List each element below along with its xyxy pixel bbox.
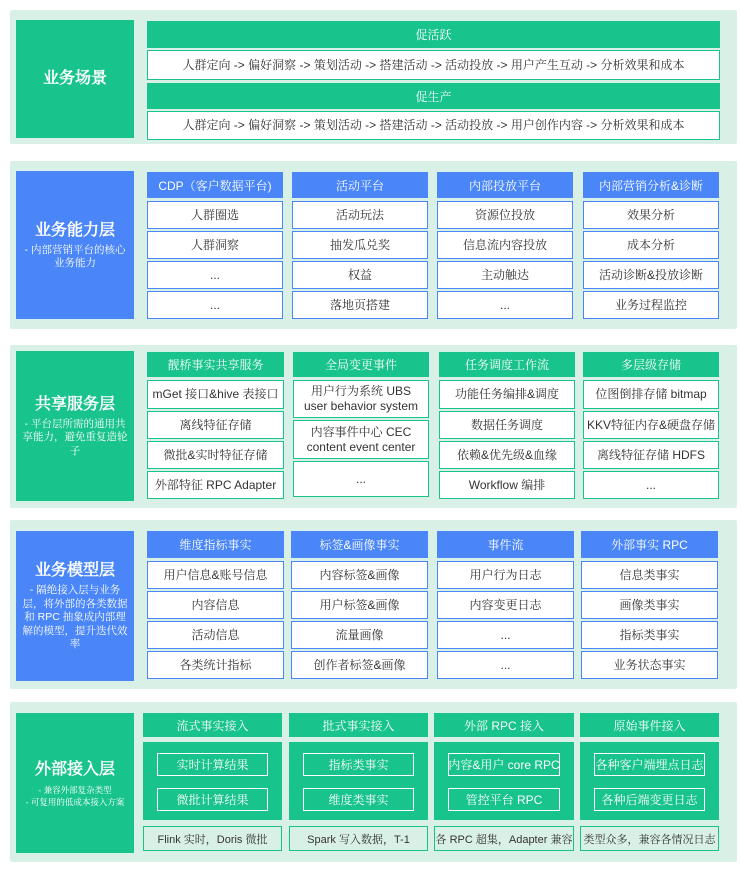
access-col-4-footer: 类型众多，兼容各情况日志 [580,826,719,851]
capability-col-1-item: 人群洞察 [147,231,283,259]
capability-label [16,171,134,319]
model-col-3-item: ... [437,651,574,679]
model-col-4-item: 画像类事实 [581,591,718,619]
model-col-4-item: 业务状态事实 [581,651,718,679]
shared-desc: - 平台层所需的通用共享能力，避免重复造轮子 [22,417,128,457]
access-title: 外部接入层 [34,760,115,778]
access-col-2-item: 指标类事实 [303,753,414,776]
shared-col-1-item: mGet 接口&hive 表接口 [147,380,284,409]
capability-col-2-item: 落地页搭建 [292,291,428,319]
model-col-1-header: 维度指标事实 [147,531,284,558]
access-desc-1: - 兼容外部复杂类型 [38,784,112,795]
capability-col-4-item: 业务过程监控 [583,291,719,319]
shared-col-3-item: 数据任务调度 [439,411,575,439]
shared-label [16,351,134,501]
shared-col-2-item: 用户行为系统 UBS user behavior system [293,380,429,418]
access-col-2-item: 维度类事实 [303,788,414,811]
access-col-1-item: 实时计算结果 [157,753,268,776]
capability-col-4-item: 活动诊断&投放诊断 [583,261,719,289]
shared-col-1-item: 外部特征 RPC Adapter [147,471,284,499]
access-col-3-footer: 各 RPC 超集，Adapter 兼容 [434,826,574,851]
shared-col-4-item: ... [583,471,719,499]
shared-col-3-item: 功能任务编排&调度 [439,380,575,409]
shared-col-3-header: 任务调度工作流 [439,352,575,377]
capability-col-1-item: ... [147,261,283,289]
scene-title: 业务场景 [42,70,107,87]
access-col-1-header: 流式事实接入 [143,713,282,737]
access-col-4-item: 各种客户端埋点日志 [594,753,705,776]
shared-col-4-header: 多层级存储 [583,352,719,377]
scene-row-1-flow: 人群定向 -> 偏好洞察 -> 策划活动 -> 搭建活动 -> 活动投放 -> 用户产生互动 -> 分析效果和成本 [147,50,720,80]
model-col-3-item: 内容变更日志 [437,591,574,619]
capability-col-3-item: 主动触达 [437,261,573,289]
model-col-2-item: 流量画像 [291,621,428,649]
model-col-4-header: 外部事实 RPC [581,531,718,558]
access-label [16,713,134,853]
shared-col-2-header: 全局变更事件 [293,352,429,377]
capability-col-3-item: ... [437,291,573,319]
capability-col-2-header: 活动平台 [292,172,428,198]
shared-title: 共享服务层 [34,395,115,413]
model-col-1-item: 用户信息&账号信息 [147,561,284,589]
model-title: 业务模型层 [34,562,115,580]
model-col-4-item: 信息类事实 [581,561,718,589]
capability-col-1-item: 人群圈选 [147,201,283,229]
capability-col-3-item: 信息流内容投放 [437,231,573,259]
model-col-2-item: 用户标签&画像 [291,591,428,619]
capability-col-1-item: ... [147,291,283,319]
shared-col-1-item: 微批&实时特征存储 [147,441,284,469]
model-col-3-header: 事件流 [437,531,574,558]
scene-row-2-flow: 人群定向 -> 偏好洞察 -> 策划活动 -> 搭建活动 -> 活动投放 -> 用户创作内容 -> 分析效果和成本 [147,111,720,140]
model-col-1-item: 内容信息 [147,591,284,619]
shared-col-1-item: 离线特征存储 [147,411,284,439]
access-col-3-item: 内容&用户 core RPC [448,753,560,776]
shared-col-3-item: Workflow 编排 [439,471,575,499]
shared-col-4-item: 位图倒排存储 bitmap [583,380,719,409]
shared-col-2-item: 内容事件中心 CEC content event center [293,420,429,459]
access-col-1-footer: Flink 实时，Doris 微批 [143,826,282,851]
model-label [16,531,134,681]
access-col-2-header: 批式事实接入 [289,713,428,737]
model-desc: - 隔绝接入层与业务层，将外部的各类数据和 RPC 抽象成内部理解的模型，提升迭代效率 [22,584,128,651]
access-col-3-header: 外部 RPC 接入 [434,713,574,737]
capability-col-2-item: 权益 [292,261,428,289]
access-col-4-header: 原始事件接入 [580,713,719,737]
capability-col-2-item: 抽发瓜兑奖 [292,231,428,259]
model-col-3-item: ... [437,621,574,649]
capability-col-4-header: 内部营销分析&诊断 [583,172,719,198]
capability-col-3-item: 资源位投放 [437,201,573,229]
shared-col-4-item: KKV特征内存&硬盘存储 [583,411,719,439]
capability-col-4-item: 成本分析 [583,231,719,259]
access-desc-2: - 可复用的低成本接入方案 [25,796,125,807]
capability-col-1-header: CDP（客户数据平台) [147,172,283,198]
model-col-1-item: 活动信息 [147,621,284,649]
access-col-1-item: 微批计算结果 [157,788,268,811]
model-col-3-item: 用户行为日志 [437,561,574,589]
capability-col-3-header: 内部投放平台 [437,172,573,198]
access-col-3-item: 管控平台 RPC [448,788,560,811]
model-col-4-item: 指标类事实 [581,621,718,649]
shared-col-2-item: ... [293,461,429,497]
access-col-4-item: 各种后端变更日志 [594,788,705,811]
scene-row-1-header: 促活跃 [147,21,720,48]
scene-label [16,20,134,138]
capability-col-2-item: 活动玩法 [292,201,428,229]
shared-col-3-item: 依赖&优先级&血缘 [439,441,575,469]
capability-desc: - 内部营销平台的核心业务能力 [24,243,126,269]
model-col-1-item: 各类统计指标 [147,651,284,679]
scene-row-2-header: 促生产 [147,83,720,109]
model-col-2-item: 创作者标签&画像 [291,651,428,679]
capability-col-4-item: 效果分析 [583,201,719,229]
capability-title: 业务能力层 [34,221,115,239]
access-col-2-footer: Spark 写入数据，T-1 [289,826,428,851]
shared-col-4-item: 离线特征存储 HDFS [583,441,719,469]
model-col-2-item: 内容标签&画像 [291,561,428,589]
shared-col-1-header: 靓桥事实共享服务 [147,352,284,377]
model-col-2-header: 标签&画像事实 [291,531,428,558]
